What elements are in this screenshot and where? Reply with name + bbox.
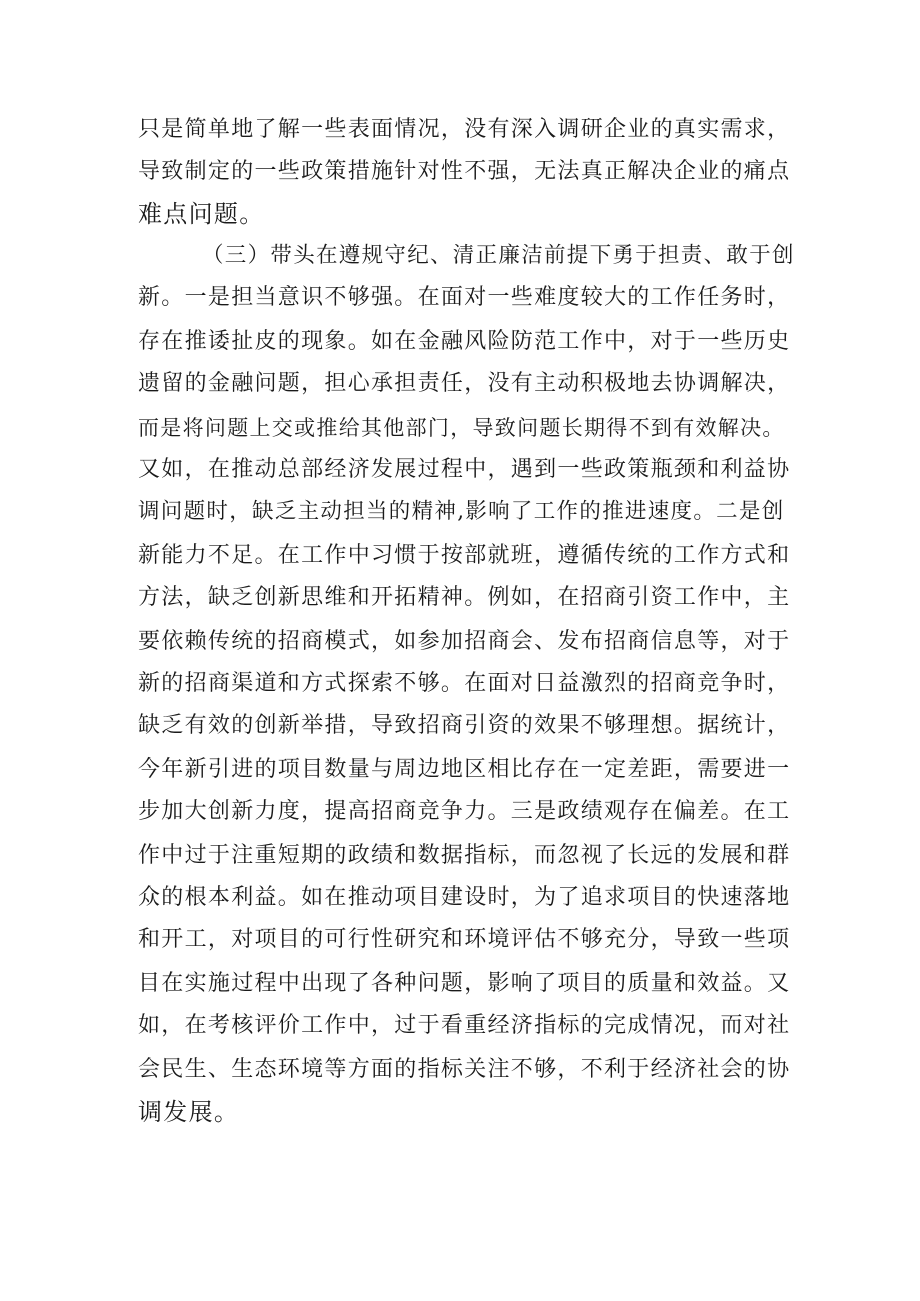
text-line-17: 步加大创新力度，提高招商竞争力。三是政绩观存在偏差。在工 [138, 799, 791, 824]
text-line-24: 调发展。 [138, 1098, 240, 1126]
text-line-3: 难点问题。 [138, 200, 265, 228]
text-line-4: （三）带头在遵规守纪、清正廉洁前提下勇于担责、敢于创 [202, 243, 795, 268]
text-line-7: 遗留的金融问题，担心承担责任，没有主动积极地去协调解决， [138, 371, 791, 396]
text-line-5: 新。一是担当意识不够强。在面对一些难度较大的工作任务时， [138, 285, 791, 310]
text-line-1: 只是简单地了解一些表面情况，没有深入调研企业的真实需求， [138, 117, 791, 142]
text-line-6: 存在推诿扯皮的现象。如在金融风险防范工作中，对于一些历史 [138, 329, 791, 354]
text-line-10: 调问题时，缺乏主动担当的精神,影响了工作的推进速度。二是创 [138, 499, 785, 524]
text-line-21: 目在实施过程中出现了各种问题，影响了项目的质量和效益。又 [138, 971, 791, 996]
text-line-22: 如，在考核评价工作中，过于看重经济指标的完成情况，而对社 [138, 1013, 791, 1038]
text-line-14: 新的招商渠道和方式探索不够。在面对日益激烈的招商竞争时， [138, 671, 791, 696]
text-line-20: 和开工，对项目的可行性研究和环境评估不够充分，导致一些项 [138, 927, 791, 952]
text-line-2: 导致制定的一些政策措施针对性不强，无法真正解决企业的痛点 [138, 159, 791, 184]
text-line-16: 今年新引进的项目数量与周边地区相比存在一定差距，需要进一 [138, 757, 791, 782]
text-line-23: 会民生、生态环境等方面的指标关注不够，不利于经济社会的协 [138, 1057, 791, 1082]
text-line-12: 方法，缺乏创新思维和开拓精神。例如，在招商引资工作中，主 [138, 585, 791, 610]
text-line-19: 众的根本利益。如在推动项目建设时，为了追求项目的快速落地 [138, 885, 791, 910]
text-line-9: 又如，在推动总部经济发展过程中，遇到一些政策瓶颈和利益协 [138, 457, 791, 482]
text-line-15: 缺乏有效的创新举措，导致招商引资的效果不够理想。据统计， [138, 713, 791, 738]
text-line-13: 要依赖传统的招商模式，如参加招商会、发布招商信息等，对于 [138, 629, 791, 654]
text-line-11: 新能力不足。在工作中习惯于按部就班，遵循传统的工作方式和 [138, 543, 791, 568]
text-line-8: 而是将问题上交或推给其他部门，导致问题长期得不到有效解决。 [138, 416, 785, 440]
text-line-18: 作中过于注重短期的政绩和数据指标，而忽视了长远的发展和群 [138, 843, 791, 868]
